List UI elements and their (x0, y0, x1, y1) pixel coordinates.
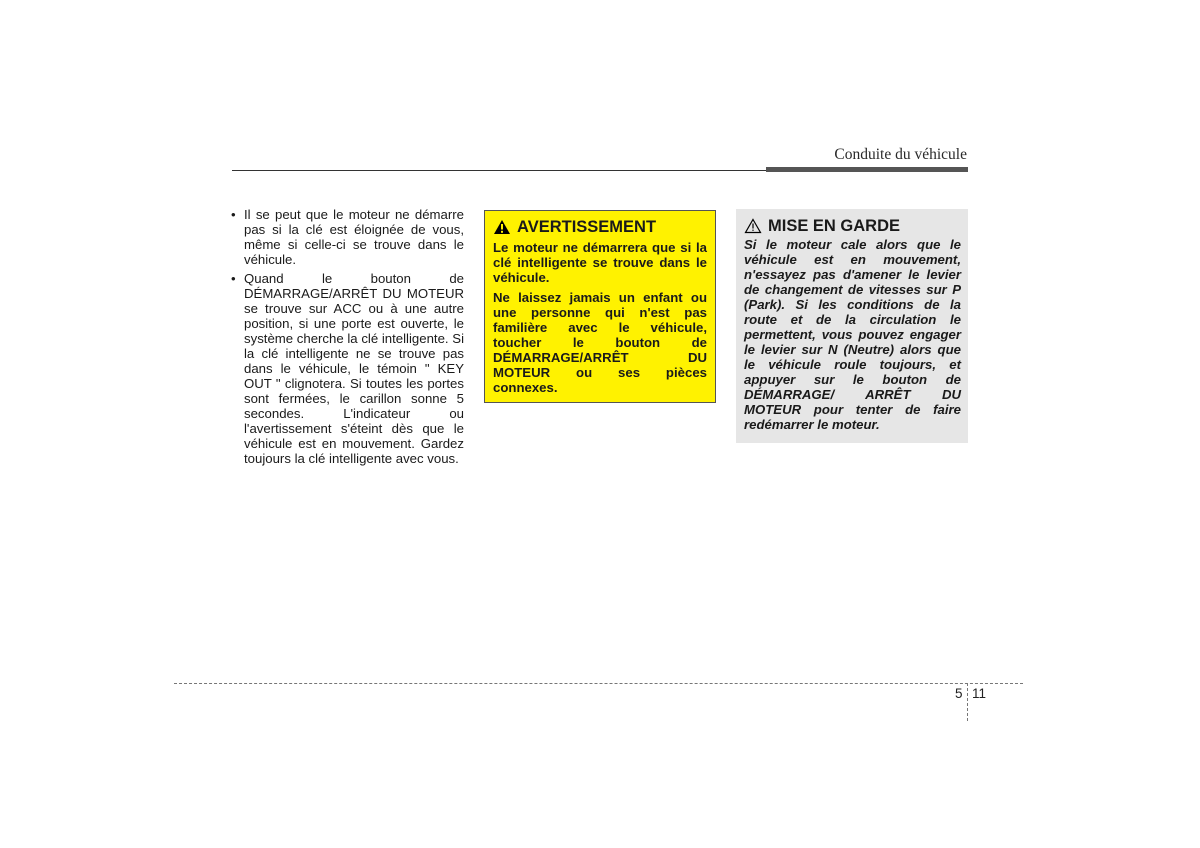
bullet-list (230, 207, 464, 470)
warning-triangle-icon (493, 219, 511, 235)
footer-rule (174, 683, 1023, 684)
list-item (230, 207, 464, 267)
page-number: 11 (972, 686, 987, 701)
bullet-marker: • (231, 207, 236, 222)
caution-box (736, 209, 968, 443)
section-number: 5 (955, 686, 963, 701)
header-rule (232, 170, 766, 171)
caution-paragraph: Si le moteur cale alors que le véhicule est en mouvement, n'essayez pas d'amener le levier de changement de vitesses sur P (Park). Si les conditions de la route et de la circulation le permettent, vous pouvez engager le levier sur N (Neutre) alors que le véhicule roule toujours, et appuyer sur le bouton de DÉMARRAGE/ ARRÊT DU MOTEUR pour tenter de faire redémarrer le moteur. (744, 237, 961, 432)
warning-box (484, 210, 716, 403)
caution-title (744, 216, 961, 236)
page-header-title: Conduite du véhicule (834, 146, 967, 163)
bullet-marker: • (231, 271, 236, 286)
warning-paragraph: Le moteur ne démarrera que si la clé intelligente se trouve dans le véhicule. (493, 240, 707, 285)
header-bar (766, 167, 968, 172)
caution-title-text: MISE EN GARDE (768, 217, 901, 235)
warning-paragraph: Ne laissez jamais un enfant ou une personne qui n'est pas familière avec le véhicule, toucher le bouton de DÉMARRAGE/ARRÊT DU MOTEUR ou ses pièces connexes. (493, 290, 707, 395)
footer-divider (967, 683, 968, 721)
bullet-text: Il se peut que le moteur ne démarre pas si la clé est éloignée de vous, même si celle-ci se trouve dans le véhicule. (244, 207, 464, 267)
warning-title (493, 217, 707, 237)
warning-title-text: AVERTISSEMENT (517, 218, 657, 236)
list-item (230, 271, 464, 466)
bullet-text: Quand le bouton de DÉMARRAGE/ARRÊT DU MOTEUR se trouve sur ACC ou à une autre position, si une porte est ouverte, le système cherche la clé intelligente. Si la clé intelligente ne se trouve pas dans le véhicule, le témoin " KEY OUT " clignotera. Si toutes les portes sont fermées, le carillon sonne 5 secondes. L'indicateur ou l'avertissement s'éteint dès que le véhicule est en mouvement. Gardez toujours la clé intelligente avec vous. (244, 271, 464, 466)
caution-triangle-icon (744, 218, 762, 234)
